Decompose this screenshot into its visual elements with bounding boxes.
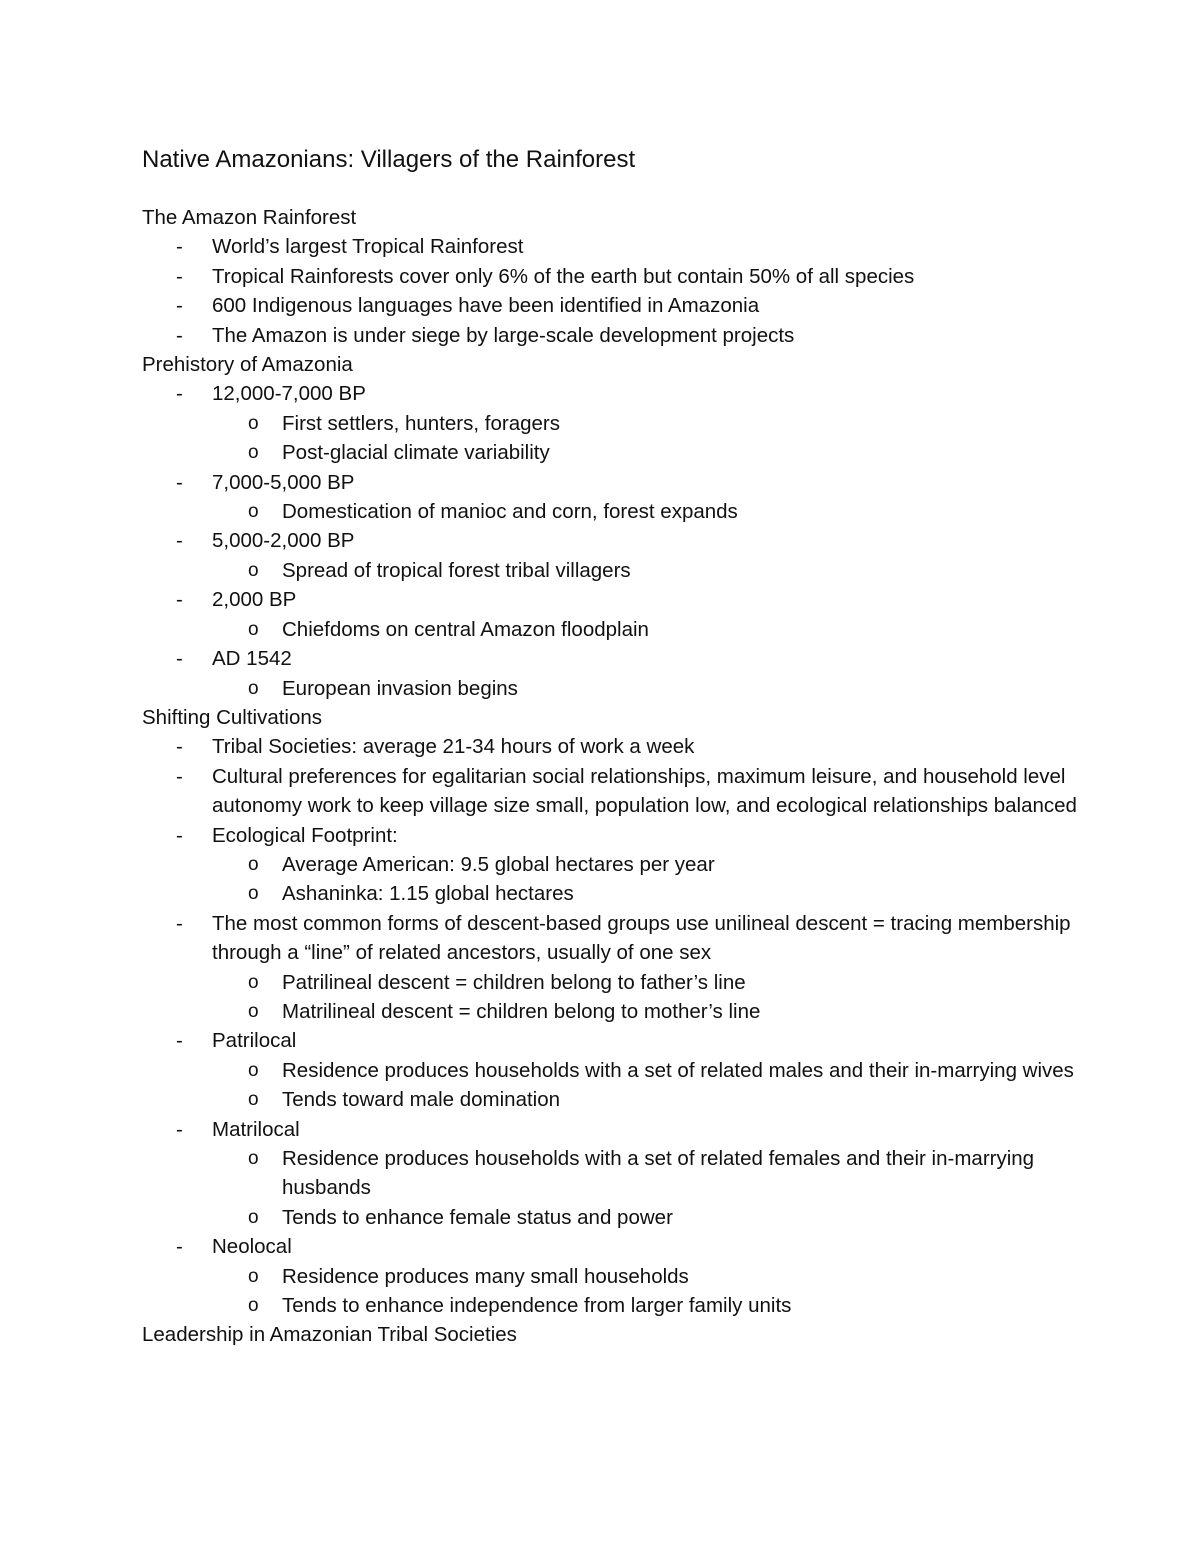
bullet-item (142, 732, 1082, 761)
bullet-item (142, 1115, 1082, 1144)
circle-bullet-icon: o (248, 971, 259, 993)
sub-bullet-item-text: European invasion begins (282, 676, 518, 700)
circle-bullet-icon: o (248, 559, 259, 581)
dash-bullet-icon: - (176, 264, 183, 288)
bullet-item (142, 644, 1082, 673)
section-heading-text: Prehistory of Amazonia (142, 353, 353, 377)
bullet-item (142, 526, 1082, 555)
sub-bullet-item (142, 968, 1082, 997)
bullet-item-text: 2,000 BP (212, 588, 297, 612)
bullet-item-text: Patrilocal (212, 1029, 297, 1053)
sub-bullet-item-text: Residence produces households with a set of related males and their in-marrying wives (282, 1058, 1074, 1082)
sub-bullet-item (142, 879, 1082, 908)
sub-bullet-item (142, 1056, 1082, 1085)
section-heading (142, 1320, 1082, 1349)
sub-bullet-item-text: Average American: 9.5 global hectares per year (282, 852, 715, 876)
outline-section (142, 703, 1082, 1321)
circle-bullet-icon: o (248, 1295, 259, 1317)
sub-bullet-item (142, 1144, 1082, 1203)
dash-bullet-icon: - (176, 823, 183, 847)
bullet-item (142, 291, 1082, 320)
dash-bullet-icon: - (176, 764, 183, 788)
section-heading-text: Leadership in Amazonian Tribal Societies (142, 1323, 517, 1347)
circle-bullet-icon: o (248, 1265, 259, 1287)
dash-bullet-icon: - (176, 323, 183, 347)
bullet-item (142, 909, 1082, 968)
dash-bullet-icon: - (176, 1029, 183, 1053)
sub-bullet-item-text: Residence produces households with a set of related females and their in-marrying husbands (282, 1147, 1035, 1200)
bullet-item-text: The Amazon is under siege by large-scale development projects (212, 323, 795, 347)
circle-bullet-icon: o (248, 1059, 259, 1081)
sub-bullet-item-text: Post-glacial climate variability (282, 441, 550, 465)
sub-bullet-item (142, 556, 1082, 585)
sub-bullet-item (142, 1262, 1082, 1291)
sub-bullet-item (142, 1085, 1082, 1114)
bullet-item (142, 321, 1082, 350)
outline-section (142, 1320, 1082, 1349)
outline-section (142, 350, 1082, 703)
bullet-item (142, 1232, 1082, 1261)
bullet-item-text: 12,000-7,000 BP (212, 382, 366, 406)
sub-bullet-item-text: Tends to enhance independence from larger family units (282, 1294, 792, 1318)
bullet-item (142, 468, 1082, 497)
sub-bullet-item-text: Spread of tropical forest tribal villagers (282, 558, 631, 582)
document-body (142, 203, 1082, 1350)
outline-section (142, 203, 1082, 350)
circle-bullet-icon: o (248, 1089, 259, 1111)
sub-bullet-item (142, 1203, 1082, 1232)
circle-bullet-icon: o (248, 883, 259, 905)
bullet-item (142, 762, 1082, 821)
bullet-item-text: AD 1542 (212, 647, 292, 671)
dash-bullet-icon: - (176, 588, 183, 612)
section-heading-text: The Amazon Rainforest (142, 206, 357, 229)
dash-bullet-icon: - (176, 382, 183, 406)
bullet-item (142, 1026, 1082, 1055)
dash-bullet-icon: - (176, 294, 183, 318)
sub-bullet-item (142, 674, 1082, 703)
sub-bullet-item (142, 997, 1082, 1026)
sub-bullet-item-text: Matrilineal descent = children belong to mother’s line (282, 999, 761, 1023)
section-heading-text: Shifting Cultivations (142, 705, 323, 729)
circle-bullet-icon: o (248, 501, 259, 523)
section-heading (142, 703, 1082, 732)
circle-bullet-icon: o (248, 1000, 259, 1022)
sub-bullet-item-text: Chiefdoms on central Amazon floodplain (282, 617, 649, 641)
sub-bullet-item (142, 438, 1082, 467)
circle-bullet-icon: o (248, 442, 259, 464)
dash-bullet-icon: - (176, 735, 183, 759)
bullet-item-text: Cultural preferences for egalitarian social relationships, maximum leisure, and household level autonomy work to keep village size small, population low, and ecological relationships balanced (212, 764, 1077, 818)
sub-bullet-item (142, 1291, 1082, 1320)
bullet-item-text: World’s largest Tropical Rainforest (212, 235, 524, 259)
sub-bullet-item-text: Residence produces many small households (282, 1264, 689, 1288)
bullet-item-text: 5,000-2,000 BP (212, 529, 355, 553)
sub-bullet-item (142, 850, 1082, 879)
circle-bullet-icon: o (248, 853, 259, 875)
circle-bullet-icon: o (248, 618, 259, 640)
bullet-item-text: Tropical Rainforests cover only 6% of the earth but contain 50% of all species (212, 264, 915, 288)
section-heading (142, 350, 1082, 379)
bullet-item (142, 821, 1082, 850)
circle-bullet-icon: o (248, 1206, 259, 1228)
sub-bullet-item-text: Tends to enhance female status and power (282, 1205, 673, 1229)
bullet-item-text: Neolocal (212, 1235, 292, 1259)
bullet-item-text: 600 Indigenous languages have been identified in Amazonia (212, 294, 760, 318)
section-heading (142, 203, 1082, 232)
dash-bullet-icon: - (176, 470, 183, 494)
bullet-item-text: 7,000-5,000 BP (212, 470, 355, 494)
circle-bullet-icon: o (248, 412, 259, 434)
bullet-item-text: Tribal Societies: average 21-34 hours of work a week (212, 735, 695, 759)
sub-bullet-item (142, 409, 1082, 438)
sub-bullet-item (142, 497, 1082, 526)
sub-bullet-item-text: Tends toward male domination (282, 1088, 561, 1112)
sub-bullet-item-text: First settlers, hunters, foragers (282, 411, 560, 435)
circle-bullet-icon: o (248, 1148, 259, 1169)
bullet-item (142, 232, 1082, 261)
bullet-item-text: Matrilocal (212, 1117, 300, 1141)
document-title: Native Amazonians: Villagers of the Rainforest (142, 146, 636, 173)
bullet-item-text: The most common forms of descent-based groups use unilineal descent = tracing membership through a “line” of related ancestors, usually of one sex (212, 911, 1071, 965)
circle-bullet-icon: o (248, 677, 259, 699)
sub-bullet-item-text: Patrilineal descent = children belong to father’s line (282, 970, 746, 994)
bullet-item-text: Ecological Footprint: (212, 823, 398, 847)
bullet-item (142, 262, 1082, 291)
dash-bullet-icon: - (176, 647, 183, 671)
dash-bullet-icon: - (176, 1117, 183, 1141)
dash-bullet-icon: - (176, 235, 183, 259)
sub-bullet-item-text: Domestication of manioc and corn, forest expands (282, 500, 738, 524)
bullet-item (142, 585, 1082, 614)
sub-bullet-item (142, 615, 1082, 644)
dash-bullet-icon: - (176, 1235, 183, 1259)
bullet-item (142, 379, 1082, 408)
dash-bullet-icon: - (176, 529, 183, 553)
sub-bullet-item-text: Ashaninka: 1.15 global hectares (282, 882, 574, 906)
dash-bullet-icon: - (176, 911, 183, 935)
